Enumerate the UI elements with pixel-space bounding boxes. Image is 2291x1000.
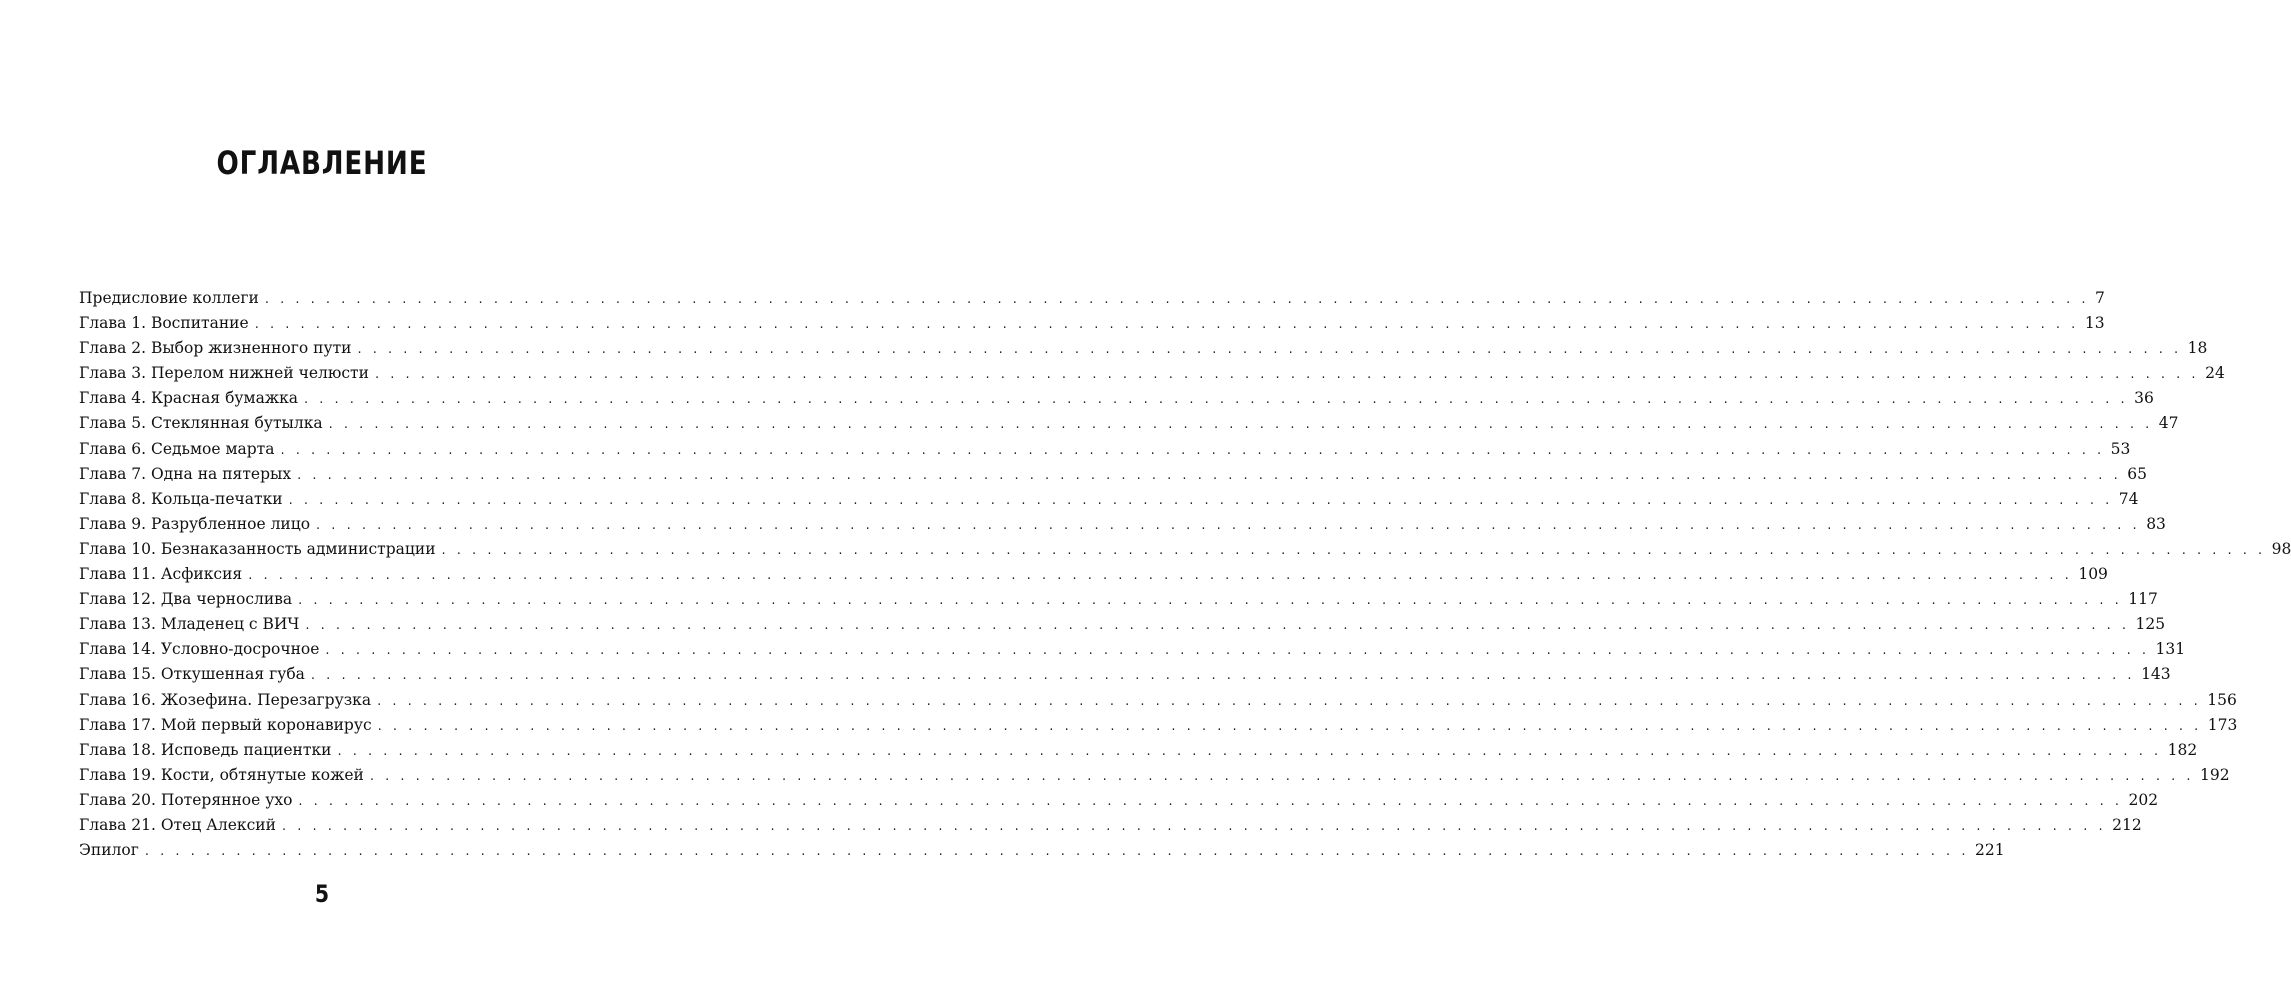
page-title: ОГЛАВЛЕНИЕ [216,144,428,182]
toc-entry [79,637,2186,662]
toc-entry [79,487,2139,512]
toc-entry [79,612,2166,637]
toc-entry-title: Глава 7. Одна на пятерых [79,464,292,483]
table-of-contents [79,286,2291,863]
toc-entry-page: 98 [2271,539,2291,558]
toc-leader-dots: . . . . . . . . . . . . . . . . . . . . . . . . . . . . . . . . . . . . . . . . . . . . . . . . . . . . . . . . . . . . . . . . . . . . . . . . . . . . . . . . . . . . . . . . . . . . . . . . . . . . . . . . . . . . . . . . . . . . . . . . [369,768,2194,784]
toc-leader-dots: . . . . . . . . . . . . . . . . . . . . . . . . . . . . . . . . . . . . . . . . . . . . . . . . . . . . . . . . . . . . . . . . . . . . . . . . . . . . . . . . . . . . . . . . . . . . . . . . . . . . . . . . . . . . . . . . . . . . . . . . [264,292,2089,307]
toc-entry [79,738,2198,763]
toc-entry [79,537,2291,562]
toc-entry-title: Глава 11. Асфиксия [79,565,243,584]
toc-leader-dots: . . . . . . . . . . . . . . . . . . . . . . . . . . . . . . . . . . . . . . . . . . . . . . . . . . . . . . . . . . . . . . . . . . . . . . . . . . . . . . . . . . . . . . . . . . . . . . . . . . . . . . . . . . . . . . . . . . . . . . . . [325,643,2150,659]
toc-entry-page: 202 [2128,790,2159,809]
toc-entry-page: 47 [2158,414,2179,433]
toc-entry [79,386,2154,411]
toc-entry-title: Эпилог [79,841,139,860]
toc-entry-page: 192 [2200,765,2230,784]
toc-entry-title: Глава 16. Жозефина. Перезагрузка [79,690,372,709]
toc-entry [79,838,2005,863]
toc-entry [79,311,2105,336]
toc-entry [79,411,2179,436]
toc-entry-page: 74 [2118,489,2139,508]
toc-leader-dots: . . . . . . . . . . . . . . . . . . . . . . . . . . . . . . . . . . . . . . . . . . . . . . . . . . . . . . . . . . . . . . . . . . . . . . . . . . . . . . . . . . . . . . . . . . . . . . . . . . . . . . . . . . . . . . . . . . . . . . . . [297,467,2122,483]
toc-leader-dots: . . . . . . . . . . . . . . . . . . . . . . . . . . . . . . . . . . . . . . . . . . . . . . . . . . . . . . . . . . . . . . . . . . . . . . . . . . . . . . . . . . . . . . . . . . . . . . . . . . . . . . . . . . . . . . . . . . . . . . . . [298,793,2123,809]
toc-entry-title: Глава 10. Безнаказанность администрации [79,539,436,558]
toc-leader-dots: . . . . . . . . . . . . . . . . . . . . . . . . . . . . . . . . . . . . . . . . . . . . . . . . . . . . . . . . . . . . . . . . . . . . . . . . . . . . . . . . . . . . . . . . . . . . . . . . . . . . . . . . . . . . . . . . . . . . . . . . [374,367,2200,383]
toc-entry-title: Предисловие коллеги [79,289,259,307]
toc-entry [79,437,2131,462]
toc-entry-page: 212 [2112,815,2142,834]
toc-entry-title: Глава 5. Стеклянная бутылка [79,414,323,433]
toc-leader-dots: . . . . . . . . . . . . . . . . . . . . . . . . . . . . . . . . . . . . . . . . . . . . . . . . . . . . . . . . . . . . . . . . . . . . . . . . . . . . . . . . . . . . . . . . . . . . . . . . . . . . . . . . . . . . . . . . . . . . . . . . [248,568,2073,584]
toc-entry-title: Глава 9. Разрубленное лицо [79,514,311,533]
toc-entry-page: 117 [2128,590,2158,609]
toc-entry [79,462,2147,487]
toc-entry-title: Глава 1. Воспитание [79,314,249,333]
toc-entry [79,336,2208,361]
toc-entry [79,562,2108,587]
toc-entry-page: 36 [2134,389,2154,408]
toc-entry [79,713,2238,738]
toc-leader-dots: . . . . . . . . . . . . . . . . . . . . . . . . . . . . . . . . . . . . . . . . . . . . . . . . . . . . . . . . . . . . . . . . . . . . . . . . . . . . . . . . . . . . . . . . . . . . . . . . . . . . . . . . . . . . . . . . . . . . . . . . [305,618,2130,634]
toc-entry-page: 65 [2127,464,2147,483]
toc-entry-page: 182 [2167,740,2198,759]
toc-entry-title: Глава 6. Седьмое марта [79,439,275,458]
toc-leader-dots: . . . . . . . . . . . . . . . . . . . . . . . . . . . . . . . . . . . . . . . . . . . . . . . . . . . . . . . . . . . . . . . . . . . . . . . . . . . . . . . . . . . . . . . . . . . . . . . . . . . . . . . . . . . . . . . . . . . . . . . . [288,492,2113,508]
toc-leader-dots: . . . . . . . . . . . . . . . . . . . . . . . . . . . . . . . . . . . . . . . . . . . . . . . . . . . . . . . . . . . . . . . . . . . . . . . . . . . . . . . . . . . . . . . . . . . . . . . . . . . . . . . . . . . . . . . . . . . . . . . . [144,844,1969,860]
toc-entry-page: 13 [2084,314,2105,333]
toc-leader-dots: . . . . . . . . . . . . . . . . . . . . . . . . . . . . . . . . . . . . . . . . . . . . . . . . . . . . . . . . . . . . . . . . . . . . . . . . . . . . . . . . . . . . . . . . . . . . . . . . . . . . . . . . . . . . . . . . . . . . . . . . [441,542,2266,558]
toc-leader-dots: . . . . . . . . . . . . . . . . . . . . . . . . . . . . . . . . . . . . . . . . . . . . . . . . . . . . . . . . . . . . . . . . . . . . . . . . . . . . . . . . . . . . . . . . . . . . . . . . . . . . . . . . . . . . . . . . . . . . . . . . [280,442,2105,458]
toc-entry [79,361,2225,386]
toc-leader-dots: . . . . . . . . . . . . . . . . . . . . . . . . . . . . . . . . . . . . . . . . . . . . . . . . . . . . . . . . . . . . . . . . . . . . . . . . . . . . . . . . . . . . . . . . . . . . . . . . . . . . . . . . . . . . . . . . . . . . . . . . [328,417,2153,433]
toc-entry-title: Глава 14. Условно-досрочное [79,640,320,659]
toc-entry-title: Глава 15. Откушенная губа [79,665,305,684]
toc-leader-dots: . . . . . . . . . . . . . . . . . . . . . . . . . . . . . . . . . . . . . . . . . . . . . . . . . . . . . . . . . . . . . . . . . . . . . . . . . . . . . . . . . . . . . . . . . . . . . . . . . . . . . . . . . . . . . . . . . . . . . . . . [281,818,2107,834]
toc-entry-page: 83 [2146,514,2166,533]
toc-entry-page: 7 [2094,289,2105,307]
toc-leader-dots: . . . . . . . . . . . . . . . . . . . . . . . . . . . . . . . . . . . . . . . . . . . . . . . . . . . . . . . . . . . . . . . . . . . . . . . . . . . . . . . . . . . . . . . . . . . . . . . . . . . . . . . . . . . . . . . . . . . . . . . . [298,593,2123,609]
toc-leader-dots: . . . . . . . . . . . . . . . . . . . . . . . . . . . . . . . . . . . . . . . . . . . . . . . . . . . . . . . . . . . . . . . . . . . . . . . . . . . . . . . . . . . . . . . . . . . . . . . . . . . . . . . . . . . . . . . . . . . . . . . . [254,317,2079,333]
toc-entry-page: 173 [2207,715,2238,734]
toc-entry [79,662,2171,687]
toc-entry-title: Глава 13. Младенец с ВИЧ [79,615,300,634]
toc-entry-title: Глава 19. Кости, обтянутые кожей [79,765,364,784]
toc-entry-page: 125 [2135,615,2166,634]
toc-entry-page: 53 [2110,439,2131,458]
toc-entry-page: 18 [2187,339,2208,358]
toc-entry-title: Глава 12. Два чернослива [79,590,293,609]
toc-entry [79,763,2230,788]
toc-entry [79,688,2237,713]
toc-entry-title: Глава 8. Кольца-печатки [79,489,283,508]
toc-entry-page: 24 [2205,364,2225,383]
toc-leader-dots: . . . . . . . . . . . . . . . . . . . . . . . . . . . . . . . . . . . . . . . . . . . . . . . . . . . . . . . . . . . . . . . . . . . . . . . . . . . . . . . . . . . . . . . . . . . . . . . . . . . . . . . . . . . . . . . . . . . . . . . . [310,668,2136,684]
toc-entry-title: Глава 3. Перелом нижней челюсти [79,364,369,383]
toc-leader-dots: . . . . . . . . . . . . . . . . . . . . . . . . . . . . . . . . . . . . . . . . . . . . . . . . . . . . . . . . . . . . . . . . . . . . . . . . . . . . . . . . . . . . . . . . . . . . . . . . . . . . . . . . . . . . . . . . . . . . . . . . [377,718,2202,734]
toc-entry-title: Глава 21. Отец Алексий [79,815,276,834]
toc-entry-title: Глава 4. Красная бумажка [79,389,299,408]
toc-entry-title: Глава 20. Потерянное ухо [79,790,293,809]
toc-entry [79,813,2142,838]
toc-leader-dots: . . . . . . . . . . . . . . . . . . . . . . . . . . . . . . . . . . . . . . . . . . . . . . . . . . . . . . . . . . . . . . . . . . . . . . . . . . . . . . . . . . . . . . . . . . . . . . . . . . . . . . . . . . . . . . . . . . . . . . . . [357,342,2182,358]
toc-leader-dots: . . . . . . . . . . . . . . . . . . . . . . . . . . . . . . . . . . . . . . . . . . . . . . . . . . . . . . . . . . . . . . . . . . . . . . . . . . . . . . . . . . . . . . . . . . . . . . . . . . . . . . . . . . . . . . . . . . . . . . . . [304,392,2129,408]
toc-entry-page: 156 [2207,690,2237,709]
page-number: 5 [314,880,330,908]
toc-entry [79,512,2166,537]
toc-entry-page: 143 [2141,665,2171,684]
toc-entry [79,788,2159,813]
toc-leader-dots: . . . . . . . . . . . . . . . . . . . . . . . . . . . . . . . . . . . . . . . . . . . . . . . . . . . . . . . . . . . . . . . . . . . . . . . . . . . . . . . . . . . . . . . . . . . . . . . . . . . . . . . . . . . . . . . . . . . . . . . . [337,743,2162,759]
toc-entry [79,286,2105,311]
toc-entry-page: 109 [2078,565,2108,584]
toc-leader-dots: . . . . . . . . . . . . . . . . . . . . . . . . . . . . . . . . . . . . . . . . . . . . . . . . . . . . . . . . . . . . . . . . . . . . . . . . . . . . . . . . . . . . . . . . . . . . . . . . . . . . . . . . . . . . . . . . . . . . . . . . [316,517,2141,533]
toc-leader-dots: . . . . . . . . . . . . . . . . . . . . . . . . . . . . . . . . . . . . . . . . . . . . . . . . . . . . . . . . . . . . . . . . . . . . . . . . . . . . . . . . . . . . . . . . . . . . . . . . . . . . . . . . . . . . . . . . . . . . . . . . [377,693,2202,709]
toc-entry [79,587,2158,612]
toc-entry-title: Глава 18. Исповедь пациентки [79,740,332,759]
toc-entry-title: Глава 2. Выбор жизненного пути [79,339,352,358]
toc-entry-title: Глава 17. Мой первый коронавирус [79,715,372,734]
toc-entry-page: 131 [2155,640,2186,659]
toc-entry-page: 221 [1974,841,2005,860]
